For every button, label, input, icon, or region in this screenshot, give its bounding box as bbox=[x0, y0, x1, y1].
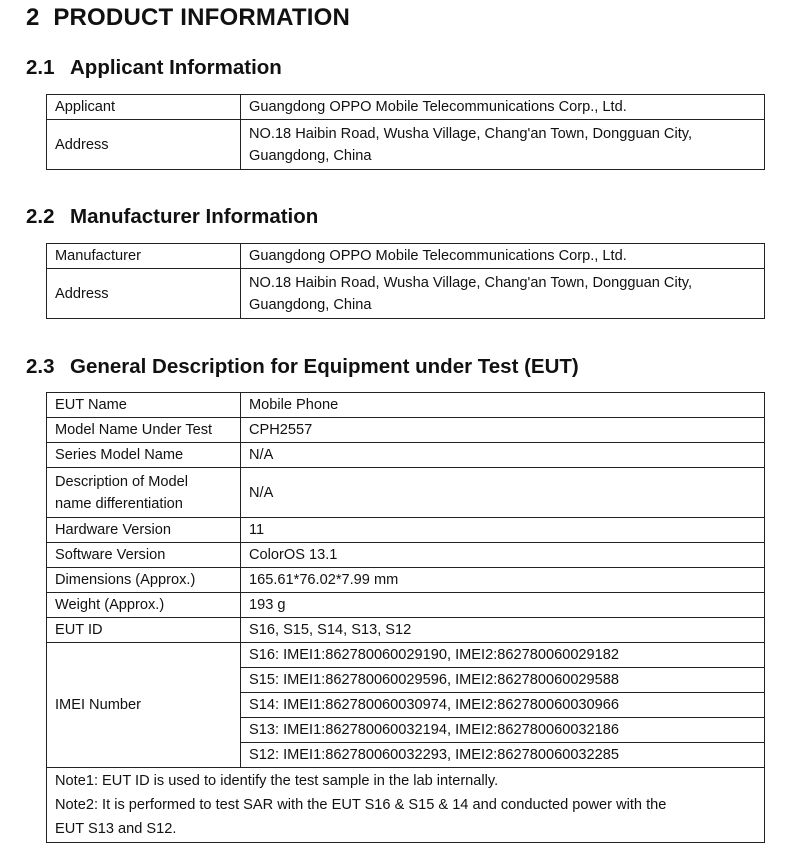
notes-cell bbox=[47, 768, 765, 843]
weight-label: Weight (Approx.) bbox=[47, 593, 241, 618]
note2-text-line2: EUT S13 and S12. bbox=[55, 821, 177, 837]
manufacturer-address-line2: Guangdong, China bbox=[249, 296, 372, 313]
eut-id-label: EUT ID bbox=[47, 618, 241, 643]
imei-entry: S14: IMEI1:862780060030974, IMEI2:862780060030966 bbox=[241, 693, 765, 718]
applicant-value: Guangdong OPPO Mobile Telecommunications Corp., Ltd. bbox=[241, 95, 765, 120]
model-differentiation-label-line2: name differentiation bbox=[55, 495, 183, 512]
applicant-heading-title: Applicant Information bbox=[70, 56, 282, 79]
manufacturer-heading-title: Manufacturer Information bbox=[70, 205, 319, 228]
eut-heading-title: General Description for Equipment under Test (EUT) bbox=[70, 355, 579, 378]
manufacturer-table bbox=[46, 243, 765, 319]
software-version-label: Software Version bbox=[47, 543, 241, 568]
table-row bbox=[47, 568, 765, 593]
section-title: PRODUCT INFORMATION bbox=[53, 4, 350, 31]
applicant-label: Applicant bbox=[47, 95, 241, 120]
imei-entry: S16: IMEI1:862780060029190, IMEI2:862780060029182 bbox=[241, 643, 765, 668]
imei-number-label: IMEI Number bbox=[47, 643, 241, 768]
series-model-value: N/A bbox=[241, 443, 765, 468]
table-row bbox=[47, 120, 765, 170]
model-name-value: CPH2557 bbox=[241, 418, 765, 443]
applicant-table bbox=[46, 94, 765, 170]
model-name-label: Model Name Under Test bbox=[47, 418, 241, 443]
applicant-heading bbox=[26, 56, 282, 80]
dimensions-label: Dimensions (Approx.) bbox=[47, 568, 241, 593]
applicant-address-line2: Guangdong, China bbox=[249, 147, 372, 164]
table-row bbox=[47, 468, 765, 518]
eut-name-value: Mobile Phone bbox=[241, 393, 765, 418]
table-row bbox=[47, 244, 765, 269]
table-row bbox=[47, 269, 765, 319]
eut-table bbox=[46, 392, 765, 843]
eut-heading bbox=[26, 355, 579, 379]
eut-id-value: S16, S15, S14, S13, S12 bbox=[241, 618, 765, 643]
manufacturer-address-label: Address bbox=[47, 269, 241, 319]
eut-heading-number: 2.3 bbox=[26, 355, 55, 378]
page-title bbox=[26, 4, 350, 32]
manufacturer-heading bbox=[26, 205, 318, 229]
eut-name-label: EUT Name bbox=[47, 393, 241, 418]
manufacturer-address-value bbox=[241, 269, 765, 319]
table-row bbox=[47, 593, 765, 618]
hardware-version-value: 11 bbox=[241, 518, 765, 543]
table-row bbox=[47, 443, 765, 468]
table-row bbox=[47, 543, 765, 568]
note1-text: Note1: EUT ID is used to identify the test sample in the lab internally. bbox=[55, 773, 499, 789]
table-row bbox=[47, 393, 765, 418]
table-row bbox=[47, 95, 765, 120]
imei-entry: S15: IMEI1:862780060029596, IMEI2:862780060029588 bbox=[241, 668, 765, 693]
table-row bbox=[47, 518, 765, 543]
model-differentiation-label bbox=[47, 468, 241, 518]
model-differentiation-label-line1: Description of Model bbox=[55, 473, 189, 490]
table-row bbox=[47, 618, 765, 643]
table-row bbox=[47, 768, 765, 843]
manufacturer-value: Guangdong OPPO Mobile Telecommunications Corp., Ltd. bbox=[241, 244, 765, 269]
imei-entry: S12: IMEI1:862780060032293, IMEI2:862780060032285 bbox=[241, 743, 765, 768]
note2-text-line1: Note2: It is performed to test SAR with the EUT S16 & S15 & 14 and conducted power with the bbox=[55, 797, 667, 813]
applicant-address-label: Address bbox=[47, 120, 241, 170]
model-differentiation-value: N/A bbox=[241, 468, 765, 518]
section-number: 2 bbox=[26, 4, 40, 31]
applicant-address-line1: NO.18 Haibin Road, Wusha Village, Chang'an Town, Dongguan City, bbox=[249, 125, 693, 142]
manufacturer-address-line1: NO.18 Haibin Road, Wusha Village, Chang'an Town, Dongguan City, bbox=[249, 274, 693, 291]
weight-value: 193 g bbox=[241, 593, 765, 618]
hardware-version-label: Hardware Version bbox=[47, 518, 241, 543]
imei-entry: S13: IMEI1:862780060032194, IMEI2:862780060032186 bbox=[241, 718, 765, 743]
series-model-label: Series Model Name bbox=[47, 443, 241, 468]
manufacturer-heading-number: 2.2 bbox=[26, 205, 55, 228]
applicant-heading-number: 2.1 bbox=[26, 56, 55, 79]
software-version-value: ColorOS 13.1 bbox=[241, 543, 765, 568]
table-row bbox=[47, 643, 765, 668]
applicant-address-value bbox=[241, 120, 765, 170]
table-row bbox=[47, 418, 765, 443]
dimensions-value: 165.61*76.02*7.99 mm bbox=[241, 568, 765, 593]
manufacturer-label: Manufacturer bbox=[47, 244, 241, 269]
